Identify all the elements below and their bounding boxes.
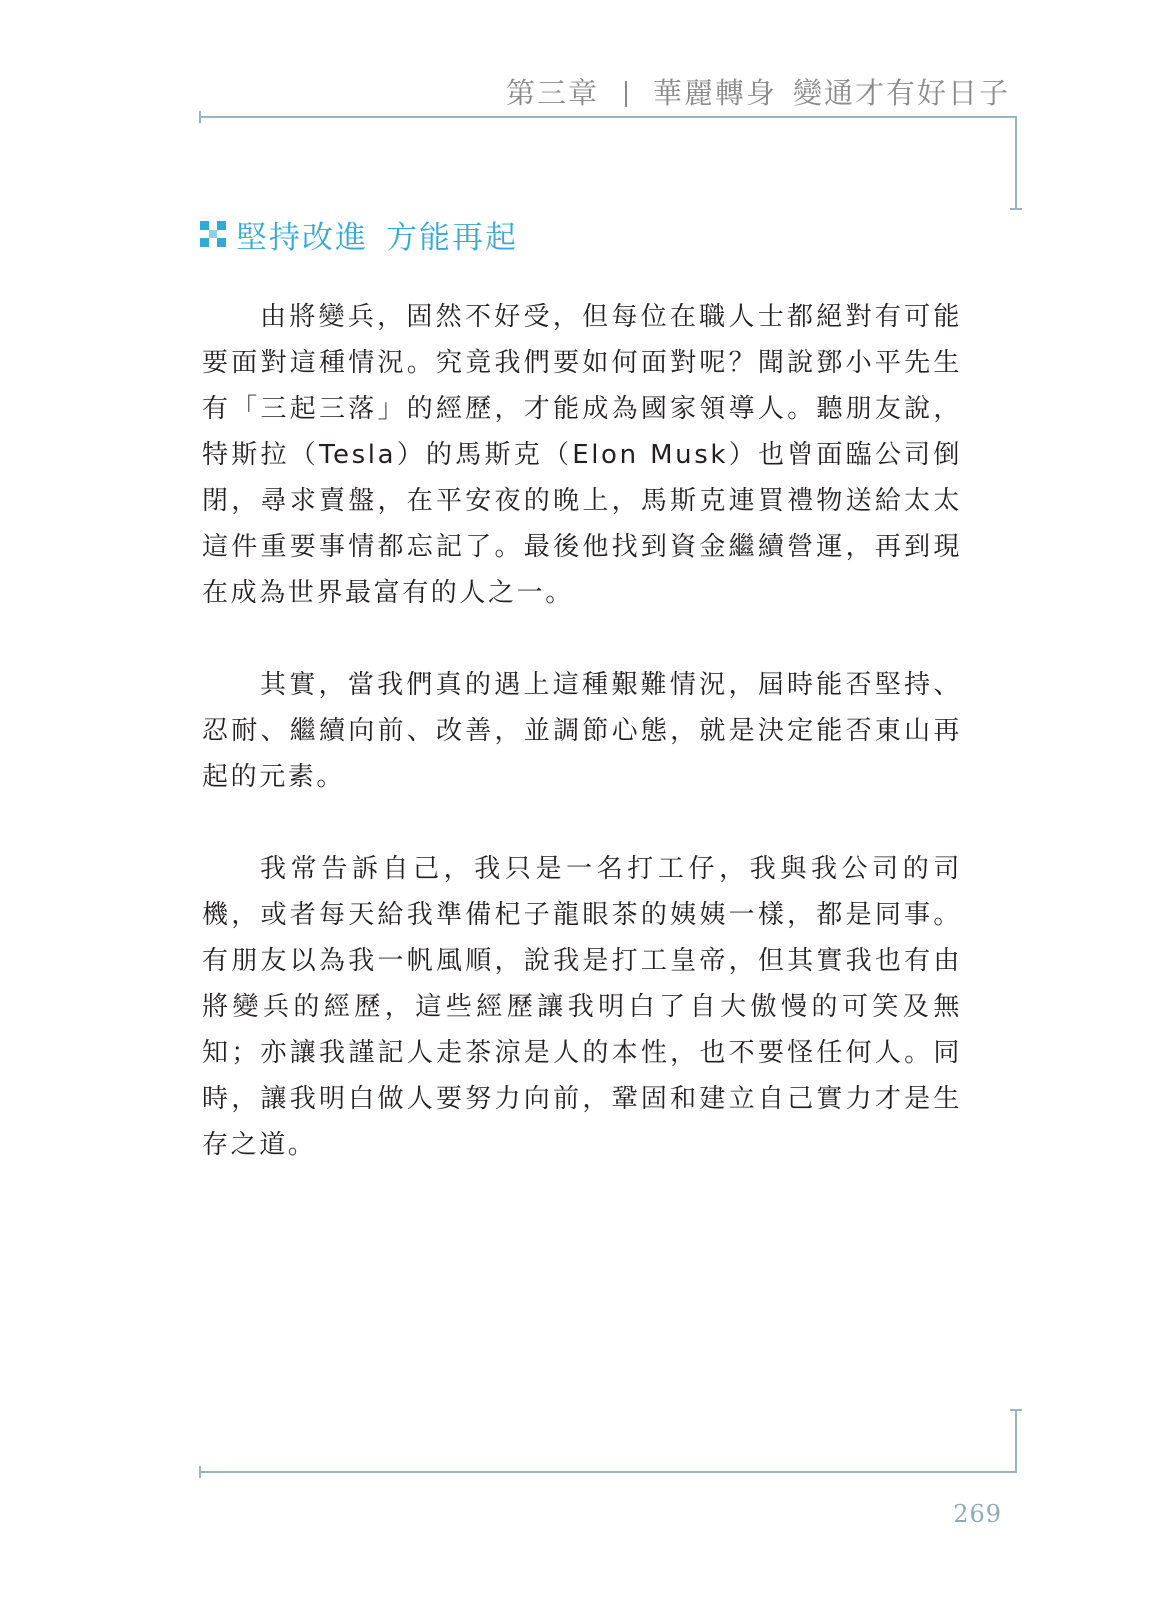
top-frame-right-rule bbox=[1015, 116, 1017, 210]
section-title-part1: 堅持改進 bbox=[236, 219, 368, 256]
top-frame-rule bbox=[200, 116, 1017, 118]
bottom-frame-rule bbox=[200, 1471, 1017, 1473]
running-header bbox=[506, 74, 1010, 112]
section-title-part2: 方能再起 bbox=[386, 219, 518, 256]
checker-square-icon bbox=[200, 221, 226, 247]
paragraph-2: 其實，當我們真的遇上這種艱難情況，屆時能否堅持、忍耐、繼續向前、改善，並調節心態，就是決定能否東山再起的元素。 bbox=[202, 670, 962, 792]
paragraph-3: 我常告訴自己，我只是一名打工仔，我與我公司的司機，或者每天給我準備杞子龍眼茶的姨姨一樣，都是同事。有朋友以為我一帆風順，說我是打工皇帝，但其實我也有由將變兵的經歷，這些經歷讓我明白了自大傲慢的可笑及無知；亦讓我謹記人走茶涼是人的本性，也不要怪任何人。同時，讓我明白做人要努力向前，鞏固和建立自己實力才是生存之道。 bbox=[202, 854, 962, 1160]
header-separator bbox=[625, 81, 627, 107]
top-frame-right-cap bbox=[1010, 208, 1022, 210]
paragraph-1: 由將變兵，固然不好受，但每位在職人士都絕對有可能要面對這種情況。究竟我們要如何面對呢？聞說鄧小平先生有「三起三落」的經歷，才能成為國家領導人。聽朋友說，特斯拉（Tesla）的馬斯克（Elon Musk）也曾面臨公司倒閉，尋求賣盤，在平安夜的晚上，馬斯克連買禮物送給太太這件重要事情都忘記了。最後他找到資金繼續營運，再到現在成為世界最富有的人之一。 bbox=[202, 302, 962, 608]
section-title bbox=[200, 212, 518, 256]
page-number: 269 bbox=[953, 1500, 1002, 1528]
chapter-number: 第三章 bbox=[505, 76, 599, 110]
body-text bbox=[202, 294, 962, 1214]
bottom-frame-left-cap bbox=[199, 1466, 201, 1478]
bottom-frame-right-rule bbox=[1015, 1409, 1017, 1473]
section-title-text bbox=[236, 212, 518, 257]
top-frame-left-cap bbox=[199, 111, 201, 123]
chapter-title-part1: 華麗轉身 bbox=[652, 76, 777, 110]
chapter-title-part2: 變通才有好日子 bbox=[792, 76, 1010, 110]
